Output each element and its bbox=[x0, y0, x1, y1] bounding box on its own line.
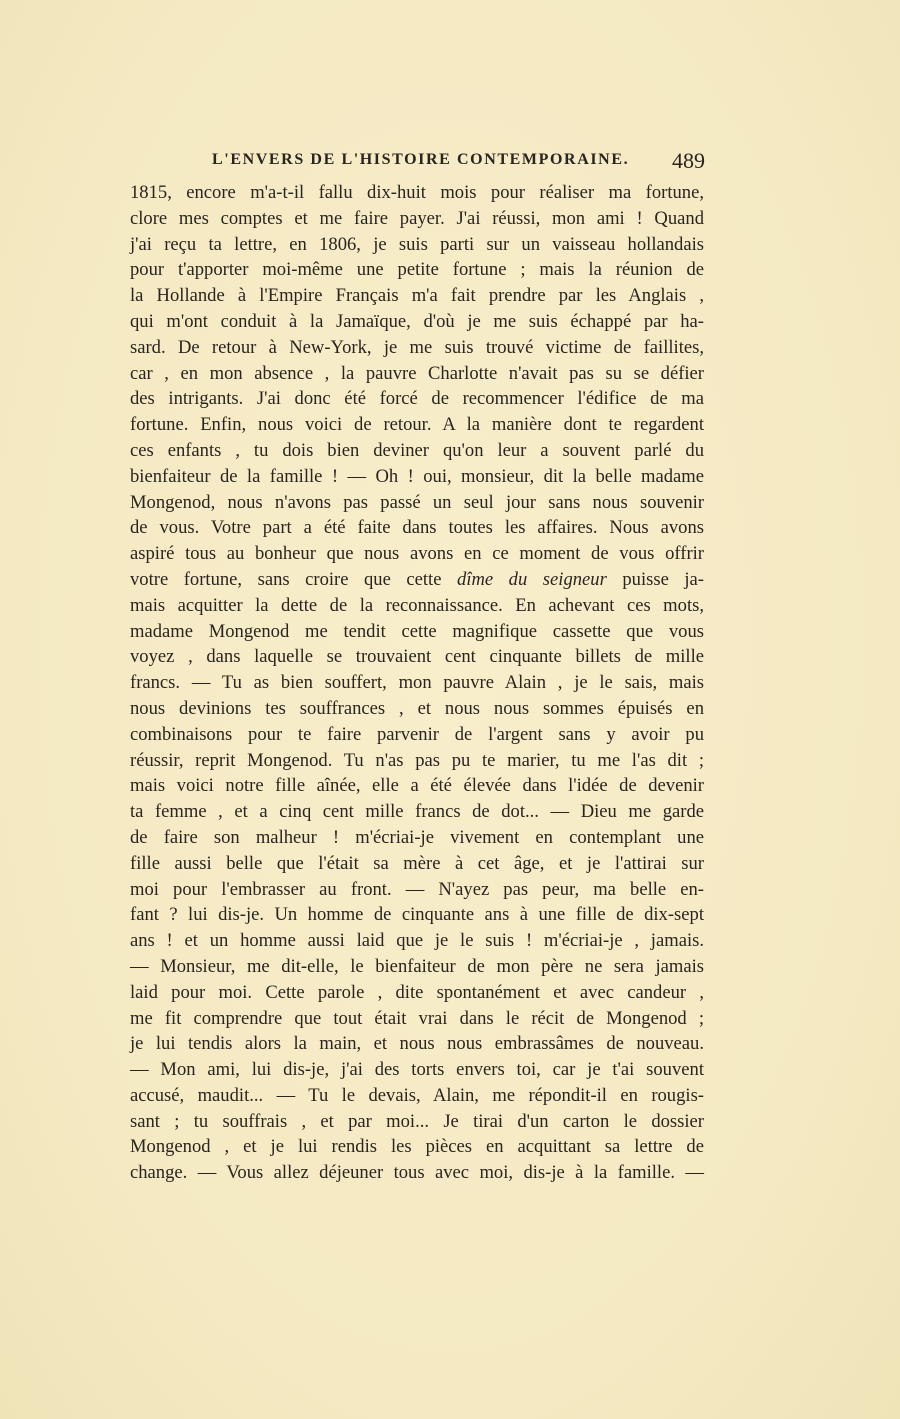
text-line: voyez , dans laquelle se trouvaient cent cinquante billets de mille bbox=[130, 646, 704, 668]
text-line: bienfaiteur de la famille ! — Oh ! oui, monsieur, dit la belle madame bbox=[130, 465, 704, 487]
text-line: madame Mongenod me tendit cette magnifique cassette que vous bbox=[130, 620, 704, 642]
text-line: la Hollande à l'Empire Français m'a fait prendre par les Anglais , bbox=[130, 285, 704, 307]
page-number: 489 bbox=[672, 148, 705, 173]
text-line: fortune. Enfin, nous voici de retour. A la manière dont te regardent bbox=[130, 414, 704, 436]
text-line: change. — Vous allez déjeuner tous avec moi, dis-je à la famille. — bbox=[130, 1162, 704, 1184]
page-header bbox=[130, 148, 705, 176]
body-text bbox=[130, 180, 704, 1186]
text-span: votre fortune, sans croire que cette bbox=[130, 568, 442, 590]
text-line: Mongenod , et je lui rendis les pièces en acquittant sa lettre de bbox=[130, 1136, 704, 1158]
text-line: 1815, encore m'a-t-il fallu dix-huit mois pour réaliser ma fortune, bbox=[130, 182, 704, 203]
text-line: sant ; tu souffrais , et par moi... Je tirai d'un carton le dossier bbox=[130, 1110, 704, 1132]
text-line: — Monsieur, me dit-elle, le bienfaiteur de mon père ne sera jamais bbox=[130, 955, 704, 977]
text-line: des intrigants. J'ai donc été forcé de recommencer l'édifice de ma bbox=[130, 388, 704, 410]
text-line: sard. De retour à New-York, je me suis trouvé victime de faillites, bbox=[130, 336, 704, 358]
text-span: puisse ja- bbox=[622, 568, 704, 590]
text-line: combinaisons pour te faire parvenir de l'argent sans y avoir pu bbox=[130, 723, 704, 745]
text-line: francs. — Tu as bien souffert, mon pauvre Alain , je le sais, mais bbox=[130, 672, 704, 694]
text-line: ans ! et un homme aussi laid que je le suis ! m'écriai-je , jamais. bbox=[130, 930, 704, 952]
text-line: clore mes comptes et me faire payer. J'ai réussi, mon ami ! Quand bbox=[130, 207, 704, 229]
text-line: — Mon ami, lui dis-je, j'ai des torts envers toi, car je t'ai souvent bbox=[130, 1059, 704, 1081]
text-line: moi pour l'embrasser au front. — N'ayez pas peur, ma belle en- bbox=[130, 878, 704, 900]
text-line: fant ? lui dis-je. Un homme de cinquante ans à une fille de dix-sept bbox=[130, 904, 704, 926]
text-line: fille aussi belle que l'était sa mère à cet âge, et je l'attirai sur bbox=[130, 852, 704, 874]
text-line: ces enfants , tu dois bien deviner qu'on leur a souvent parlé du bbox=[130, 439, 704, 461]
text-line: qui m'ont conduit à la Jamaïque, d'où je me suis échappé par ha- bbox=[130, 310, 704, 332]
text-line: j'ai reçu ta lettre, en 1806, je suis parti sur un vaisseau hollandais bbox=[130, 233, 704, 255]
text-line: de vous. Votre part a été faite dans toutes les affaires. Nous avons bbox=[130, 517, 704, 539]
text-line: ta femme , et a cinq cent mille francs de dot... — Dieu me garde bbox=[130, 801, 704, 823]
text-line: de faire son malheur ! m'écriai-je vivement en contemplant une bbox=[130, 826, 704, 848]
text-line: mais acquitter la dette de la reconnaissance. En achevant ces mots, bbox=[130, 594, 704, 616]
italic-phrase: dîme du seigneur bbox=[457, 568, 607, 590]
text-line: me fit comprendre que tout était vrai dans le récit de Mongenod ; bbox=[130, 1007, 704, 1029]
text-line: laid pour moi. Cette parole , dite spontanément et avec candeur , bbox=[130, 981, 704, 1003]
text-line: car , en mon absence , la pauvre Charlotte n'avait pas su se défier bbox=[130, 362, 704, 384]
text-line: mais voici notre fille aînée, elle a été élevée dans l'idée de devenir bbox=[130, 775, 704, 797]
text-line: aspiré tous au bonheur que nous avons en ce moment de vous offrir bbox=[130, 543, 704, 565]
text-line: pour t'apporter moi-même une petite fortune ; mais la réunion de bbox=[130, 259, 704, 281]
text-line bbox=[130, 567, 704, 593]
text-line: Mongenod, nous n'avons pas passé un seul jour sans nous souvenir bbox=[130, 491, 704, 513]
running-title: L'ENVERS DE L'HISTOIRE CONTEMPORAINE. bbox=[212, 151, 630, 168]
text-line: accusé, maudit... — Tu le devais, Alain, me répondit-il en rougis- bbox=[130, 1084, 704, 1106]
text-line: nous devinions tes souffrances , et nous nous sommes épuisés en bbox=[130, 697, 704, 719]
text-line: je lui tendis alors la main, et nous nous embrassâmes de nouveau. bbox=[130, 1033, 704, 1055]
text-line: réussir, reprit Mongenod. Tu n'as pas pu te marier, tu me l'as dit ; bbox=[130, 749, 704, 771]
